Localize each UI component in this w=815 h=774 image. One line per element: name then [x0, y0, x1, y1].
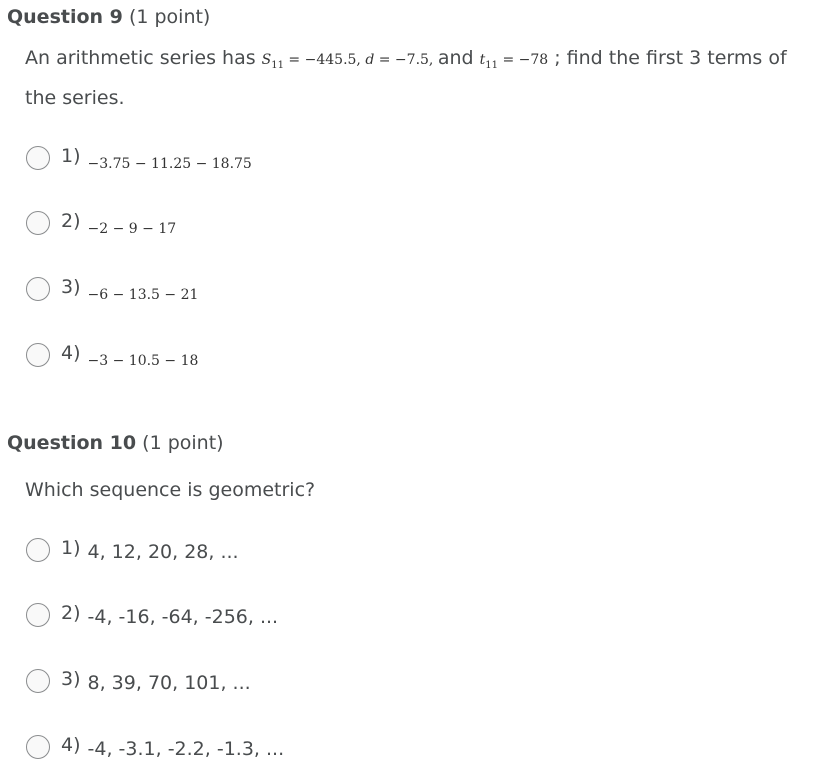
choice-value: 8, 39, 70, 101, ... [87, 672, 251, 694]
choice-number: 3) [61, 668, 81, 690]
choice-number: 1) [61, 537, 81, 559]
choice-number: 3) [61, 276, 81, 298]
question-points: (1 point) [128, 6, 211, 28]
question-9-title [7, 5, 210, 29]
question-text-suffix: ; find the first 3 terms of the series. [25, 47, 787, 109]
term-symbol: t [479, 52, 486, 68]
choice-value: −3 − 10.5 − 18 [87, 353, 199, 369]
q10-choice-2[interactable] [26, 601, 278, 629]
radio-button[interactable] [26, 343, 50, 367]
question-10-title [7, 431, 224, 455]
choice-value: −3.75 − 11.25 − 18.75 [87, 156, 252, 172]
radio-button[interactable] [26, 211, 50, 235]
sum-expression [261, 52, 438, 71]
radio-button[interactable] [26, 277, 50, 301]
choice-number: 4) [61, 342, 81, 364]
difference-symbol: d [365, 52, 375, 68]
radio-button[interactable] [26, 735, 50, 759]
term-subscript: 11 [485, 59, 498, 71]
sum-symbol: S [261, 52, 272, 68]
radio-button[interactable] [26, 146, 50, 170]
radio-button[interactable] [26, 603, 50, 627]
question-points: (1 point) [142, 432, 224, 454]
choice-number: 1) [61, 145, 81, 167]
question-text-prefix: An arithmetic series has [25, 47, 262, 69]
question-name: Question 9 [7, 6, 123, 28]
q9-choice-4[interactable] [26, 341, 198, 369]
q9-choice-1[interactable] [26, 144, 252, 172]
question-10-text: Which sequence is geometric? [25, 479, 316, 501]
choice-value: −2 − 9 − 17 [87, 221, 177, 237]
question-9-text [25, 42, 810, 114]
radio-button[interactable] [26, 669, 50, 693]
choice-value: 4, 12, 20, 28, ... [87, 541, 239, 563]
q9-choice-3[interactable] [26, 275, 198, 303]
and-text: and [437, 47, 480, 69]
choice-number: 2) [61, 602, 81, 624]
term-expression [479, 52, 549, 71]
radio-button[interactable] [26, 538, 50, 562]
choice-number: 2) [61, 210, 81, 232]
choice-value: −6 − 13.5 − 21 [87, 287, 199, 303]
q10-choice-4[interactable] [26, 733, 284, 761]
q9-choice-2[interactable] [26, 209, 176, 237]
term-value: = −78 [498, 52, 549, 68]
choice-number: 4) [61, 734, 81, 756]
sum-value: = −445.5, [283, 52, 366, 68]
question-name: Question 10 [7, 432, 137, 454]
q10-choice-3[interactable] [26, 667, 251, 695]
choice-value: -4, -16, -64, -256, ... [87, 606, 279, 628]
choice-value: -4, -3.1, -2.2, -1.3, ... [87, 738, 285, 760]
sum-subscript: 11 [271, 59, 284, 71]
q10-choice-1[interactable] [26, 536, 239, 564]
difference-value: = −7.5, [374, 52, 438, 68]
